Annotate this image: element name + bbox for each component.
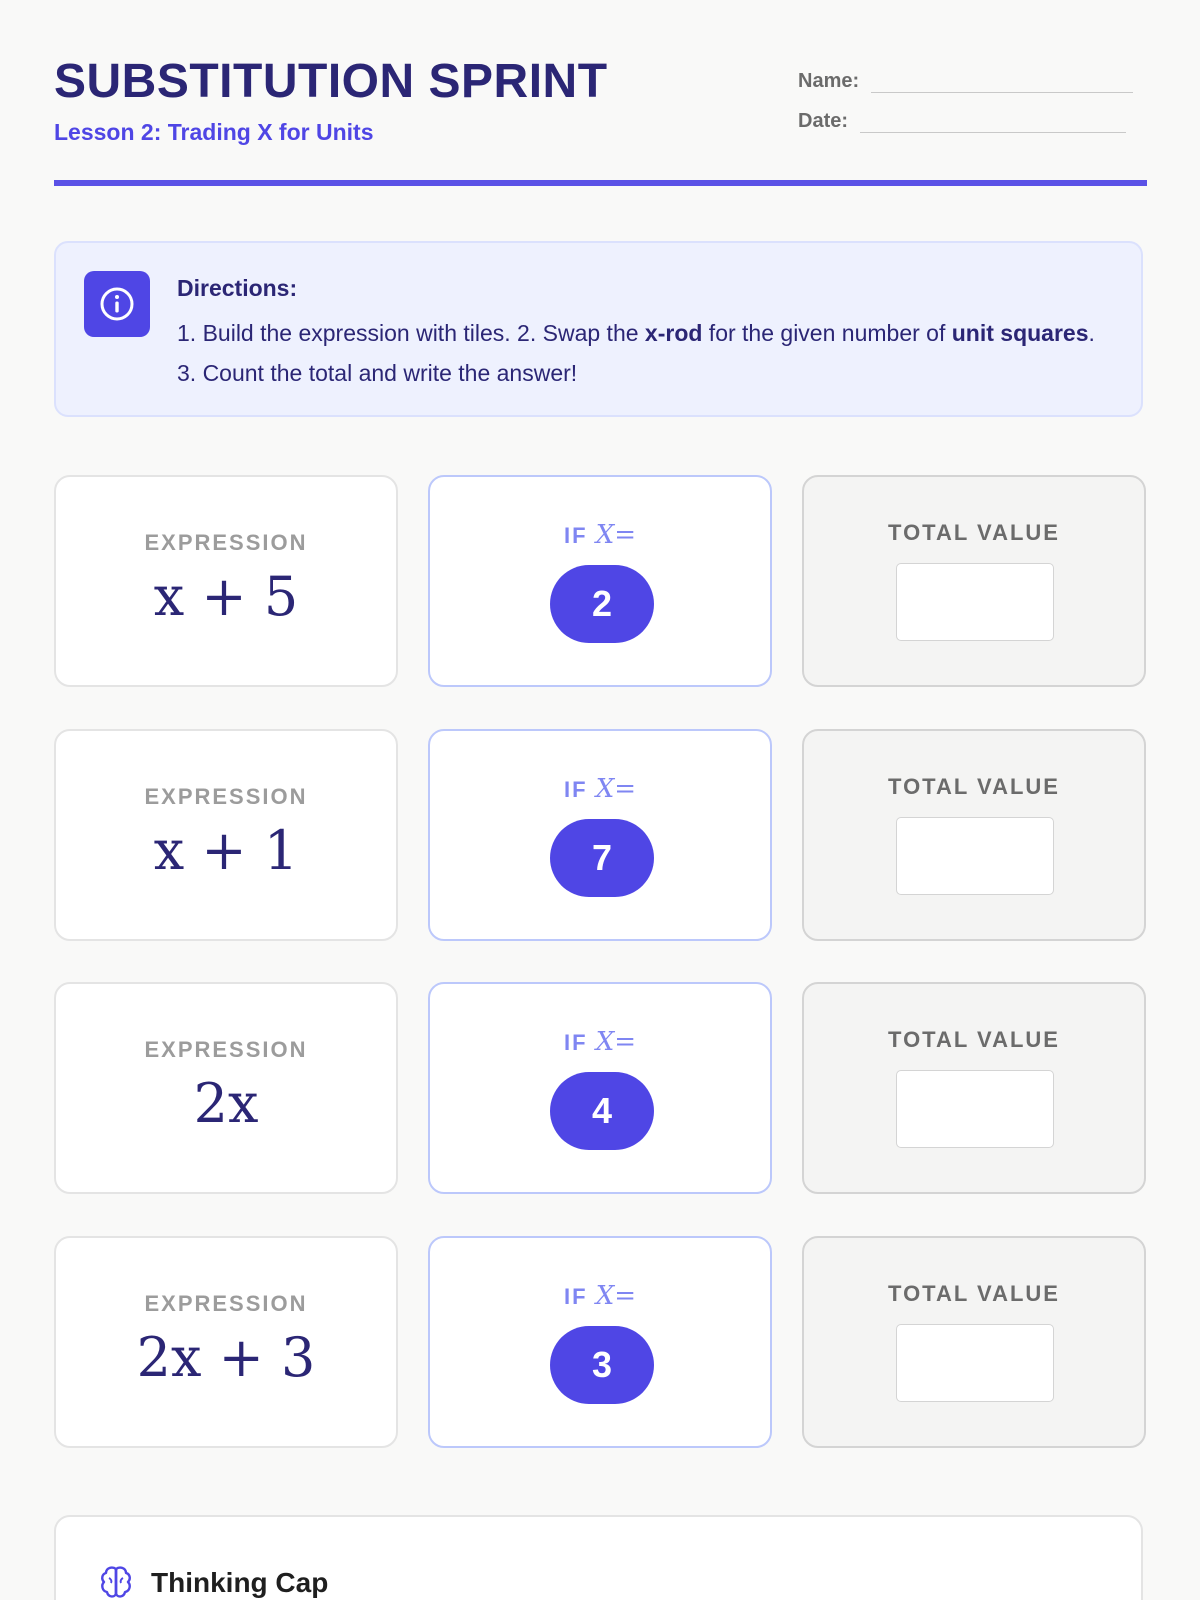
total-value-label: TOTAL VALUE (888, 774, 1060, 799)
x-value-card (428, 1236, 772, 1448)
if-prefix: IF (564, 777, 596, 802)
if-prefix: IF (564, 1284, 596, 1309)
if-x-label (430, 774, 770, 804)
expression-label: EXPRESSION (144, 784, 308, 809)
x-value-badge: 7 (550, 819, 654, 897)
total-value-card (802, 982, 1146, 1194)
date-label: Date: (798, 110, 849, 132)
header-divider (54, 180, 1147, 186)
directions-text-part: 1. Build the expression with tiles. 2. Swap the (177, 320, 645, 346)
expression-card (54, 729, 398, 941)
total-value-label: TOTAL VALUE (888, 520, 1060, 545)
if-prefix: IF (564, 523, 596, 548)
brain-icon (98, 1564, 134, 1600)
total-value-card (802, 729, 1146, 941)
if-x-label (430, 1027, 770, 1057)
directions-text (177, 313, 1107, 393)
directions-bold-x-rod: x-rod (644, 320, 703, 346)
expression-label: EXPRESSION (144, 1291, 308, 1316)
directions-bold-unit-squares: unit squares (951, 320, 1089, 346)
expression-card (54, 982, 398, 1194)
answer-box[interactable] (896, 1070, 1054, 1148)
page-title: SUBSTITUTION SPRINT (54, 55, 608, 108)
x-value-badge: 4 (550, 1072, 654, 1150)
answer-box[interactable] (896, 817, 1054, 895)
x-value-badge: 3 (550, 1326, 654, 1404)
name-field (798, 70, 1133, 93)
directions-box (54, 241, 1143, 417)
name-blank-line[interactable] (871, 74, 1133, 93)
date-field (798, 110, 1126, 133)
total-value-label: TOTAL VALUE (888, 1027, 1060, 1052)
x-equals: X= (595, 1281, 636, 1311)
expression-card (54, 1236, 398, 1448)
x-equals: X= (595, 520, 636, 550)
expression-value: 2x (193, 1072, 259, 1135)
if-x-label (430, 520, 770, 550)
expression-value: x + 5 (153, 565, 299, 628)
total-value-card (802, 1236, 1146, 1448)
total-value-card (802, 475, 1146, 687)
total-value-label: TOTAL VALUE (888, 1281, 1060, 1306)
x-value-badge: 2 (550, 565, 654, 643)
info-icon (84, 271, 150, 337)
answer-box[interactable] (896, 563, 1054, 641)
if-prefix: IF (564, 1030, 596, 1055)
worksheet-header (54, 0, 1147, 188)
directions-text-part: for the given number of (702, 320, 952, 346)
directions-text-part: . 3. Count the total and write the answer! (177, 320, 1095, 386)
date-blank-line[interactable] (860, 114, 1126, 133)
x-value-card (428, 475, 772, 687)
if-x-label (430, 1281, 770, 1311)
x-value-card (428, 729, 772, 941)
name-label: Name: (798, 70, 860, 92)
expression-label: EXPRESSION (144, 530, 308, 555)
directions-title: Directions: (177, 275, 298, 301)
x-equals: X= (595, 774, 636, 804)
answer-box[interactable] (896, 1324, 1054, 1402)
thinking-cap-box (54, 1515, 1143, 1600)
x-equals: X= (595, 1027, 636, 1057)
lesson-subtitle: Lesson 2: Trading X for Units (54, 119, 374, 145)
expression-label: EXPRESSION (144, 1037, 308, 1062)
expression-value: x + 1 (153, 819, 299, 882)
expression-card (54, 475, 398, 687)
thinking-cap-title: Thinking Cap (151, 1567, 329, 1598)
x-value-card (428, 982, 772, 1194)
expression-value: 2x + 3 (136, 1326, 316, 1389)
